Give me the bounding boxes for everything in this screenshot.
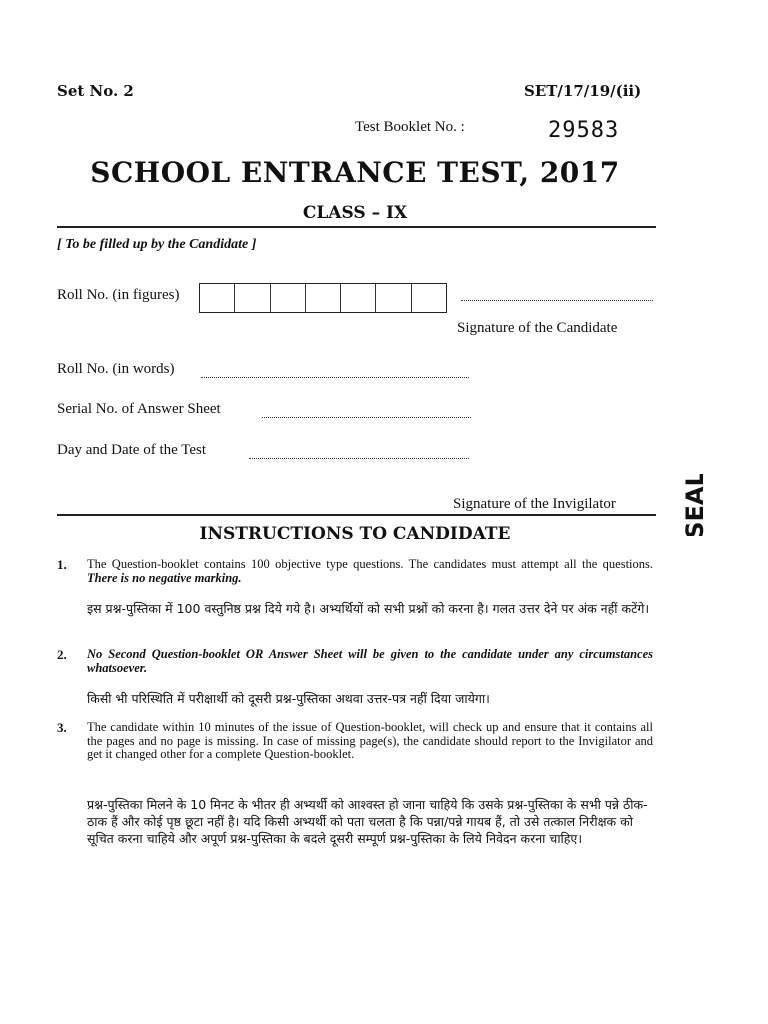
invigilator-signature-label: Signature of the Invigilator	[453, 496, 616, 512]
instruction-text-main: The Question-booklet contains 100 objective type questions. The candidates must attempt all the questions.	[87, 557, 653, 571]
serial-answer-sheet-line[interactable]	[262, 417, 471, 418]
instruction-text: The candidate within 10 minutes of the issue of Question-booklet, will check up and ensure that it contains all the pages and no page is missing. In case of missing page(s), the candidate should report to the Invigilator and get it changed other for a complete Question-booklet.	[87, 720, 653, 761]
instruction-hindi: किसी भी परिस्थिति में परीक्षार्थी को दूसरी प्रश्न-पुस्तिका अथवा उत्तर-पत्र नहीं दिया जायेगा।	[87, 691, 490, 706]
roll-digit-box[interactable]	[271, 284, 306, 312]
instruction-text: No Second Question-booklet OR Answer Sheet will be given to the candidate under any circumstances whatsoever.	[87, 647, 653, 675]
candidate-signature-label: Signature of the Candidate	[457, 320, 618, 336]
instruction-hindi: इस प्रश्न-पुस्तिका में 100 वस्तुनिष्ठ प्रश्न दिये गये है। अभ्यर्थियों को सभी प्रश्नों को करना है। गलत उत्तर देने पर अंक नहीं कटेंगे।	[87, 601, 650, 616]
instruction-text-emphasis: There is no negative marking.	[87, 570, 242, 585]
instruction-text	[87, 558, 653, 585]
booklet-number-label: Test Booklet No. :	[355, 119, 465, 135]
instruction-number: 1.	[57, 557, 67, 572]
divider-instructions	[57, 514, 656, 516]
candidate-note: [ To be filled up by the Candidate ]	[57, 237, 257, 252]
roll-digit-box[interactable]	[235, 284, 270, 312]
test-date-line[interactable]	[249, 458, 469, 459]
instruction-number: 3.	[57, 720, 67, 735]
set-code: SET/17/19/(ii)	[524, 82, 642, 100]
roll-words-line[interactable]	[201, 377, 469, 378]
instruction-hindi: प्रश्न-पुस्तिका मिलने के 10 मिनट के भीतर ही अभ्यर्थी को आश्वस्त हो जाना चाहिये कि उसके प्रश्न-पुस्तिका के सभी पन्ने ठीक-ठाक हैं और कोई पृष्ठ छूटा नहीं है। यदि किसी अभ्यर्थी को पता चलता है कि पन्ना/पन्ने गायब हैं, तो उसे तत्काल निरीक्षक को सूचित करना चाहिये और अपूर्ण प्रश्न-पुस्तिका के बदले दूसरी सम्पूर्ण प्रश्न-पुस्तिका के लिये निवेदन करना चाहिए।	[87, 797, 648, 846]
divider-top	[57, 226, 656, 228]
svg-text:SEAL: SEAL	[681, 474, 709, 536]
instruction-number: 2.	[57, 647, 67, 662]
class-title: CLASS – IX	[302, 203, 408, 223]
roll-digit-box[interactable]	[412, 284, 446, 312]
roll-words-label: Roll No. (in words)	[57, 361, 175, 377]
candidate-signature-line[interactable]	[461, 300, 653, 301]
booklet-number: 29583	[548, 118, 620, 143]
test-date-label: Day and Date of the Test	[57, 442, 207, 458]
roll-figures-label: Roll No. (in figures)	[57, 287, 180, 303]
roll-digit-box[interactable]	[376, 284, 411, 312]
instructions-heading: INSTRUCTIONS TO CANDIDATE	[199, 524, 511, 544]
roll-number-boxes[interactable]	[199, 283, 447, 313]
serial-answer-sheet-label: Serial No. of Answer Sheet	[57, 401, 221, 417]
exam-title: SCHOOL ENTRANCE TEST, 2017	[90, 156, 620, 189]
roll-digit-box[interactable]	[341, 284, 376, 312]
set-number: Set No. 2	[57, 82, 134, 100]
roll-digit-box[interactable]	[306, 284, 341, 312]
roll-digit-box[interactable]	[200, 284, 235, 312]
